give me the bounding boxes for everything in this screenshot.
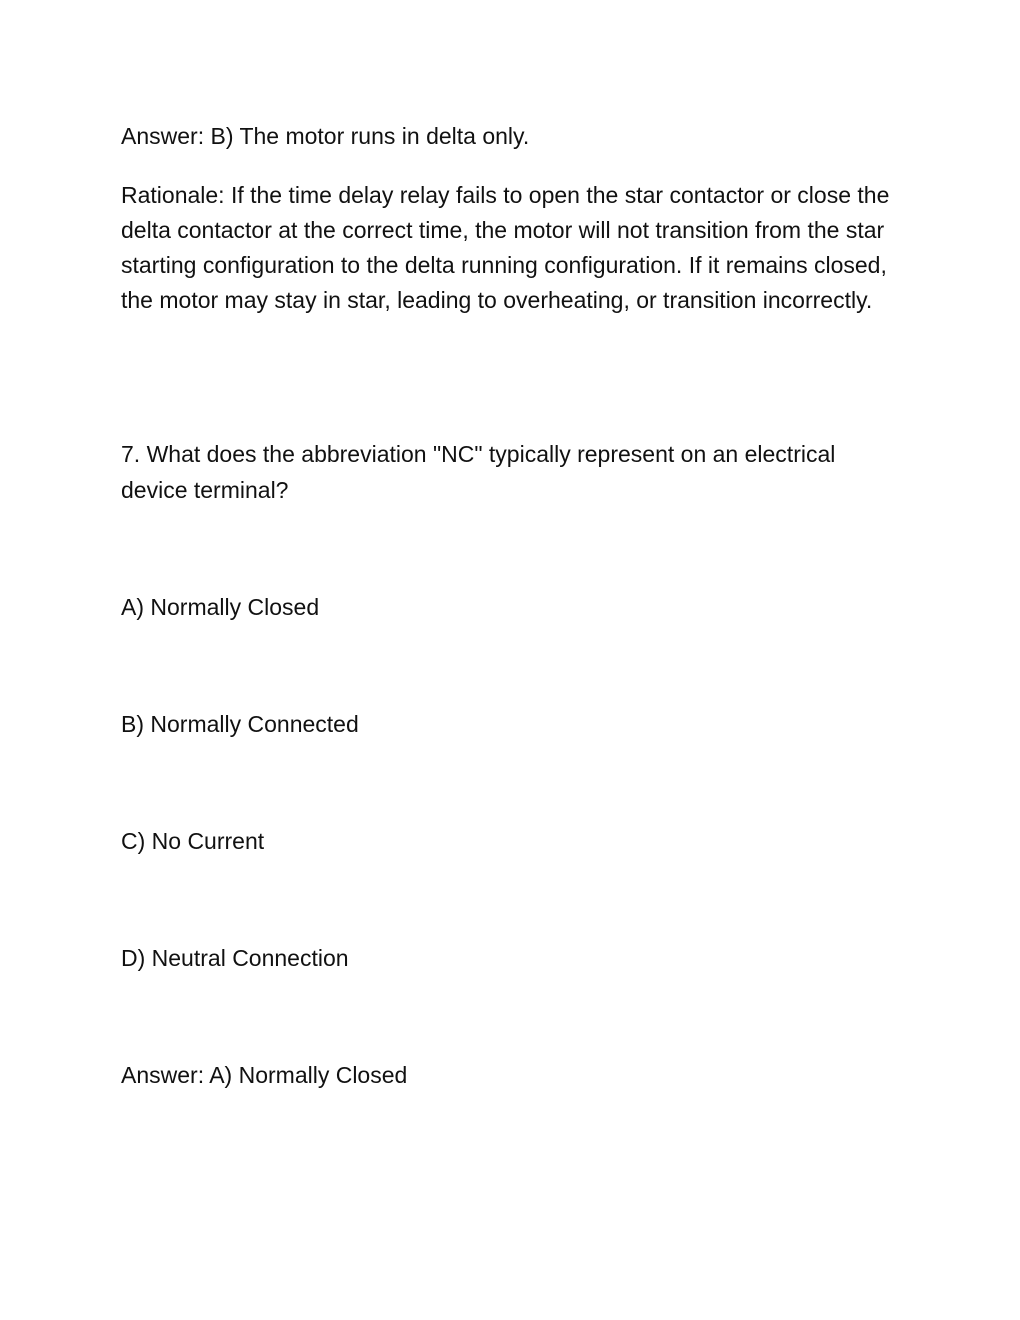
- previous-answer: Answer: B) The motor runs in delta only.: [121, 123, 530, 149]
- option-b: B) Normally Connected: [121, 711, 359, 737]
- previous-rationale: Rationale: If the time delay relay fails to open the star contactor or close the delta contactor at the correct time, the motor will not transition from the star starting configuration to the delta running configuration. If it remains closed, the motor may stay in star, leading to overheating, or transition incorrectly.: [121, 182, 890, 313]
- option-d: D) Neutral Connection: [121, 945, 349, 971]
- question-7-answer: Answer: A) Normally Closed: [121, 1062, 408, 1088]
- question-7-prompt: 7. What does the abbreviation "NC" typically represent on an electrical device terminal?: [121, 441, 836, 503]
- option-c: C) No Current: [121, 828, 265, 854]
- option-a: A) Normally Closed: [121, 594, 320, 620]
